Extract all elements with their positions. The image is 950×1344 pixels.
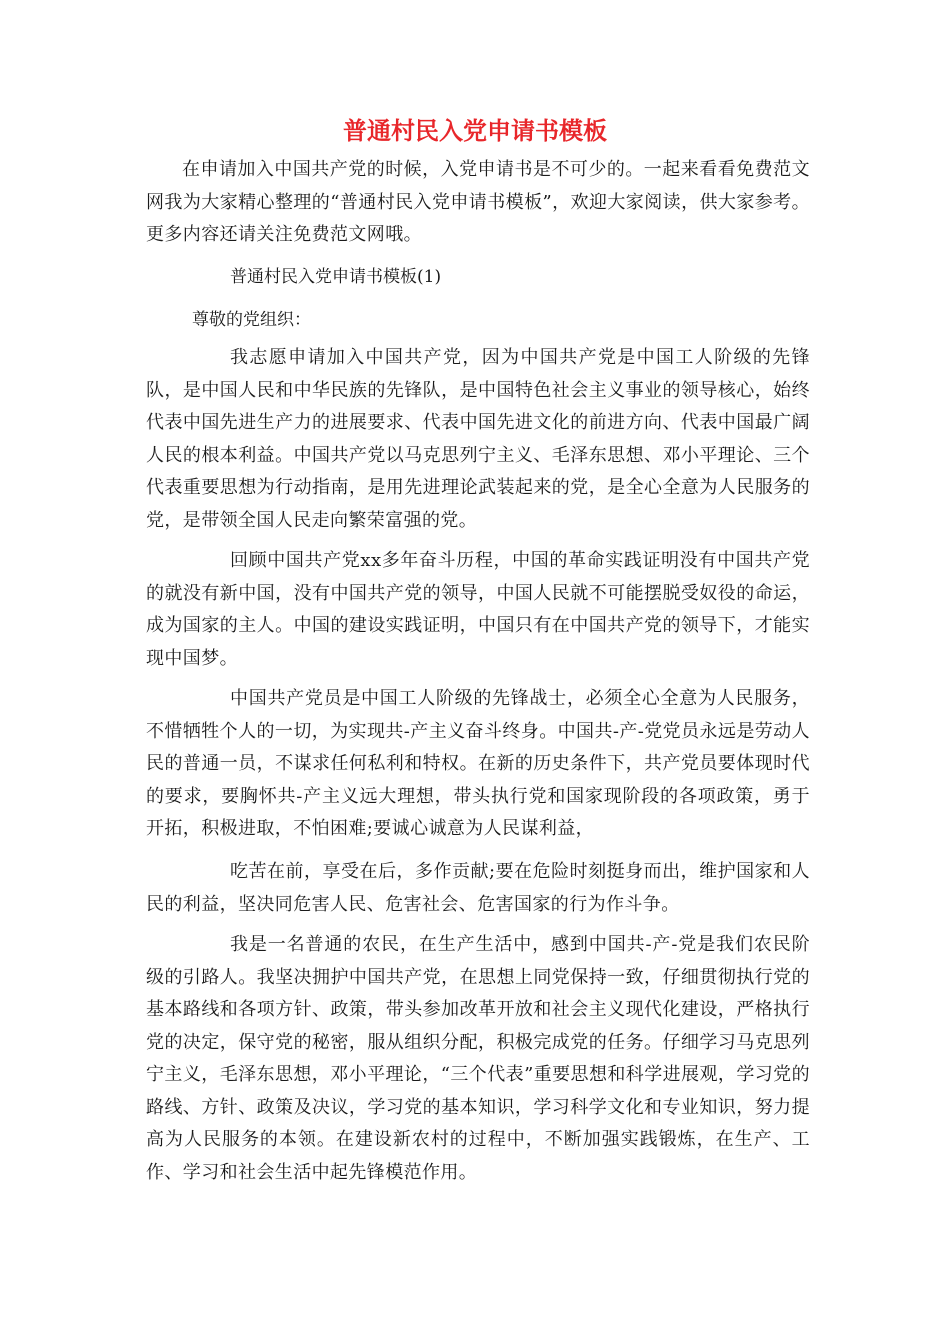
intro-paragraph: 在申请加入中国共产党的时候，入党申请书是不可少的。一起来看看免费范文网我为大家精心整理的“普通村民入党申请书模板”，欢迎大家阅读，供大家参考。更多内容还请关注免费范文网哦。 bbox=[146, 159, 810, 245]
body-paragraph-1: 我志愿申请加入中国共产党，因为中国共产党是中国工人阶级的先锋队，是中国人民和中华民族的先锋队，是中国特色社会主义事业的领导核心，始终代表中国先进生产力的进展要求、代表中国先进文化的前进方向、代表中国最广阔人民的根本利益。中国共产党以马克思列宁主义、毛泽东思想、邓小平理论、三个代表重要思想为行动指南，是用先进理论武装起来的党，是全心全意为人民服务的党，是带领全国人民走向繁荣富强的党。 bbox=[146, 347, 810, 531]
subheading: 普通村民入党申请书模板(1) bbox=[230, 267, 442, 287]
body-paragraph-4: 吃苦在前，享受在后，多作贡献;要在危险时刻挺身而出，维护国家和人民的利益，坚决同危害人民、危害社会、危害国家的行为作斗争。 bbox=[146, 861, 810, 915]
body-paragraph-2: 回顾中国共产党xx多年奋斗历程，中国的革命实践证明没有中国共产党的就没有新中国，没有中国共产党的领导，中国人民就不可能摆脱受奴役的命运，成为国家的主人。中国的建设实践证明，中国只有在中国共产党的领导下，才能实现中国梦。 bbox=[146, 550, 810, 669]
body-paragraph-3: 中国共产党员是中国工人阶级的先锋战士，必须全心全意为人民服务，不惜牺牲个人的一切，为实现共-产主义奋斗终身。中国共-产-党党员永远是劳动人民的普通一员，不谋求任何私利和特权。在新的历史条件下，共产党员要体现时代的要求，要胸怀共-产主义远大理想，带头执行党和国家现阶段的各项政策，勇于开拓，积极进取，不怕困难;要诚心诚意为人民谋利益， bbox=[146, 688, 810, 839]
salutation: 尊敬的党组织： bbox=[192, 310, 311, 330]
body-paragraph-5: 我是一名普通的农民，在生产生活中，感到中国共-产-党是我们农民阶级的引路人。我坚决拥护中国共产党，在思想上同党保持一致，仔细贯彻执行党的基本路线和各项方针、政策，带头参加改革开放和社会主义现代化建设，严格执行党的决定，保守党的秘密，服从组织分配，积极完成党的任务。仔细学习马克思列宁主义，毛泽东思想，邓小平理论，“三个代表”重要思想和科学进展观，学习党的路线、方针、政策及决议，学习党的基本知识，学习科学文化和专业知识，努力提高为人民服务的本领。在建设新农村的过程中，不断加强实践锻炼，在生产、工作、学习和社会生活中起先锋模范作用。 bbox=[146, 934, 810, 1183]
document-title: 普通村民入党申请书模板 bbox=[343, 117, 607, 145]
